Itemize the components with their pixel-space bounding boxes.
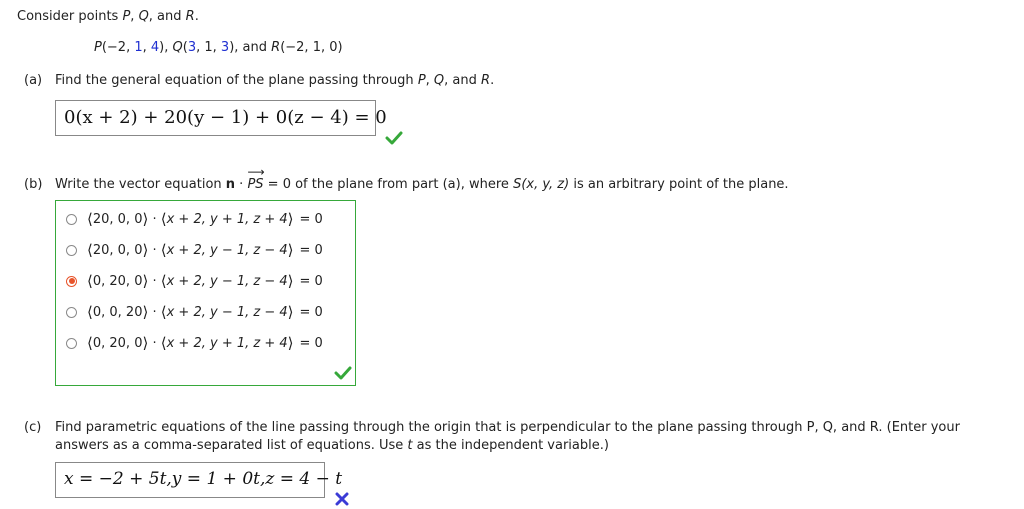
angle-open: ⟨ (87, 210, 93, 228)
part-a-end: . (490, 73, 495, 88)
option-eq: = 0 (299, 273, 323, 289)
angle-close: ⟩ (142, 334, 149, 352)
point-p-z: 4 (150, 40, 160, 55)
angle-close: ⟩ (142, 241, 149, 259)
vector-ps: ⟶ PS (247, 177, 263, 192)
part-c-question-line1: Find parametric equations of the line passing through the origin that is perpendicular to the plane passing through P, Q, and R. (Enter your (55, 420, 960, 435)
angle-close: ⟩ (287, 241, 294, 259)
angle-close: ⟩ (287, 210, 294, 228)
point-q-close: ), and (229, 40, 272, 55)
point-q-z: 3 (220, 40, 230, 55)
angle-open: ⟨ (160, 303, 167, 321)
points-line (94, 40, 343, 55)
part-a-label: (a) (24, 73, 43, 88)
option-rhs: x + 2, y − 1, z − 4 (166, 304, 288, 320)
option-eq: = 0 (299, 335, 323, 351)
option-4[interactable] (66, 301, 323, 323)
part-c-question-line2 (55, 438, 609, 453)
point-q-open: ( (182, 40, 188, 55)
part-a-point-p: P (417, 73, 426, 88)
point-p-y: 1 (134, 40, 143, 55)
dot-op: · (148, 304, 161, 320)
option-rhs: x + 2, y + 1, z + 4 (166, 335, 288, 351)
part-b-checkmark-icon (334, 366, 352, 380)
radio-button[interactable] (66, 245, 77, 256)
point-r-name: R (271, 40, 281, 55)
angle-open: ⟨ (160, 272, 167, 290)
angle-close: ⟩ (287, 272, 294, 290)
angle-open: ⟨ (160, 241, 167, 259)
point-s-args: (x, y, z) (521, 177, 570, 192)
angle-close: ⟩ (142, 303, 149, 321)
part-b-question-text: Write the vector equation (55, 177, 226, 192)
angle-close: ⟩ (287, 303, 294, 321)
part-b-options-box (55, 200, 356, 386)
point-p-coords: (−2, (101, 40, 135, 55)
option-lhs: 0, 20, 0 (92, 335, 143, 351)
part-c-x-mark-icon (335, 492, 349, 506)
part-c-label: (c) (24, 420, 42, 435)
option-5[interactable] (66, 332, 323, 354)
part-c-line2-text: answers as a comma-separated list of equations. Use (55, 438, 408, 453)
angle-open: ⟨ (160, 334, 167, 352)
point-q-mid: , 1, (196, 40, 221, 55)
intro-end: . (194, 9, 199, 24)
option-rhs: x + 2, y − 1, z − 4 (166, 242, 288, 258)
option-lhs: 0, 20, 0 (92, 273, 143, 289)
angle-close: ⟩ (142, 272, 149, 290)
part-a-answer-input[interactable] (55, 100, 387, 136)
part-b-eq-text: = 0 of the plane from part (a), where (263, 177, 514, 192)
option-eq: = 0 (299, 211, 323, 227)
radio-button-selected[interactable] (66, 276, 77, 287)
option-rhs: x + 2, y − 1, z − 4 (166, 273, 288, 289)
angle-open: ⟨ (87, 334, 93, 352)
point-r-coords: (−2, 1, 0) (280, 40, 343, 55)
option-eq: = 0 (299, 242, 323, 258)
part-b-question-end: is an arbitrary point of the plane. (569, 177, 789, 192)
point-p-name: P (94, 40, 102, 55)
intro-point-p: P (122, 9, 131, 24)
option-rhs: x + 2, y + 1, z + 4 (166, 211, 288, 227)
option-2[interactable] (66, 239, 323, 261)
option-lhs: 20, 0, 0 (92, 211, 143, 227)
part-a-checkmark-icon (385, 131, 403, 145)
angle-close: ⟩ (142, 210, 149, 228)
angle-open: ⟨ (160, 210, 167, 228)
radio-button[interactable] (66, 307, 77, 318)
angle-open: ⟨ (87, 272, 93, 290)
part-a-sep: , and (444, 73, 482, 88)
intro-sep: , (130, 9, 139, 24)
dot-op: · (148, 273, 161, 289)
part-a-sep: , (425, 73, 434, 88)
part-b-question (55, 177, 789, 192)
intro-text (17, 9, 199, 24)
radio-button[interactable] (66, 338, 77, 349)
intro-point-q: Q (138, 9, 149, 24)
intro-sep: , and (148, 9, 186, 24)
point-s: S (513, 177, 522, 192)
param-t: t (407, 438, 413, 453)
part-c-answer-input[interactable] (55, 462, 343, 498)
part-a-question (55, 73, 494, 88)
option-lhs: 0, 0, 20 (92, 304, 143, 320)
radio-button[interactable] (66, 214, 77, 225)
intro-lead: Consider points (17, 9, 123, 24)
intro-point-r: R (185, 9, 195, 24)
dot-op: · (148, 242, 161, 258)
part-c-answer-value: x = −2 + 5t,y = 1 + 0t,z = 4 − t (64, 469, 343, 489)
point-q-name: Q (172, 40, 183, 55)
part-a-answer-value: 0(x + 2) + 20(y − 1) + 0(z − 4) = 0 (64, 107, 387, 128)
part-c-line2-end: as the independent variable.) (412, 438, 609, 453)
option-1[interactable] (66, 208, 323, 230)
part-b-dot: · (235, 177, 248, 192)
part-a-point-q: Q (433, 73, 445, 88)
normal-vector-n: n (225, 177, 236, 192)
angle-open: ⟨ (87, 241, 93, 259)
dot-op: · (148, 211, 161, 227)
angle-open: ⟨ (87, 303, 93, 321)
point-q-x: 3 (187, 40, 197, 55)
point-p-close: ), (159, 40, 173, 55)
option-3[interactable] (66, 270, 323, 292)
angle-close: ⟩ (287, 334, 294, 352)
part-a-point-r: R (481, 73, 491, 88)
option-eq: = 0 (299, 304, 323, 320)
dot-op: · (148, 335, 161, 351)
part-b-label: (b) (24, 177, 43, 192)
part-a-question-text: Find the general equation of the plane passing through (55, 73, 418, 88)
point-p-sep: , (142, 40, 151, 55)
option-lhs: 20, 0, 0 (92, 242, 143, 258)
